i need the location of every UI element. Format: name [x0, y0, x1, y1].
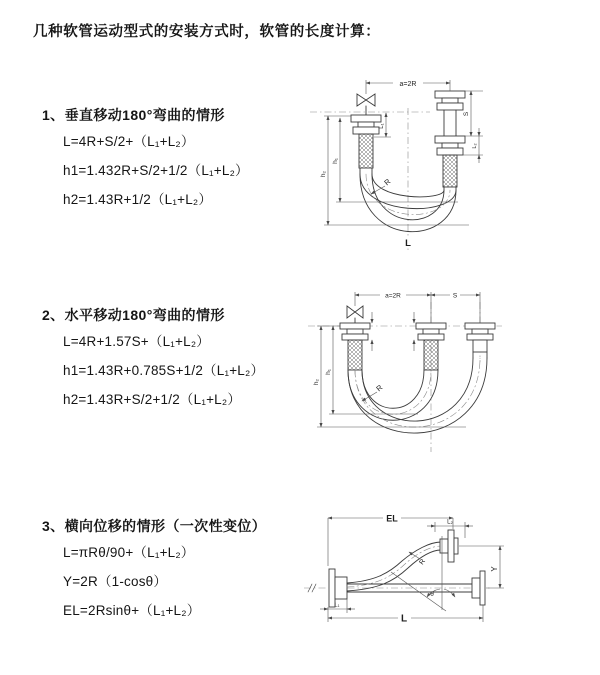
section-3-formula-1: L=πRθ/90+（L₁+L₂） [63, 545, 195, 560]
dim-length-label: L [405, 238, 411, 249]
left-flange [340, 323, 370, 329]
left-flange [329, 569, 335, 607]
section-1 [42, 106, 310, 221]
section-3-heading: 3、横向位移的情形（一次性变位） [42, 518, 267, 534]
dim-height-outer-label: h₂ [320, 170, 327, 178]
middle-flange [416, 323, 446, 329]
dim-span-label: a=2R [385, 292, 401, 300]
valve-icon [357, 94, 375, 106]
section-2-formula-1: L=4R+1.57S+（L₁+L₂） [63, 334, 210, 349]
braided-hose-section [443, 155, 457, 187]
right-flange [472, 578, 480, 598]
braided-hose-section [359, 134, 373, 168]
section-2-formula-3: h2=1.43R+S/2+1/2（L₁+L₂） [63, 392, 242, 407]
braided-hose-section [424, 340, 438, 370]
dim-offset-label: Y [490, 566, 499, 572]
diagram-lateral-offset [296, 498, 596, 663]
braided-hose-section [348, 340, 362, 370]
dim-fitting-right-label: L₂ [472, 143, 478, 149]
dim-fitting-right-label: L₂ [447, 519, 453, 526]
dim-angle-label: θ [430, 591, 434, 598]
dim-height-inner-label: h₁ [325, 369, 332, 375]
dim-fitting-left-label: L₁ [334, 602, 340, 609]
section-1-formula-1: L=4R+S/2+（L₁+L₂） [63, 134, 195, 149]
u-bend-curves [348, 358, 487, 433]
dimensions [320, 513, 504, 625]
dim-radius-label: R [418, 558, 428, 567]
dim-height-inner-label: h₁ [332, 158, 339, 164]
dim-length-label: L [400, 613, 408, 625]
dim-stroke-label: S [452, 292, 458, 300]
section-2-heading: 2、水平移动180°弯曲的情形 [42, 307, 225, 323]
section-3-formula-3: EL=2Rsinθ+（L₁+L₂） [63, 603, 201, 618]
dim-stroke-label: S [463, 111, 470, 117]
right-flange-upper [435, 91, 465, 98]
dim-fitting-left-label: L₁ [379, 123, 385, 129]
hose-assembly [308, 530, 485, 607]
dim-height-outer-label: h₂ [313, 378, 320, 386]
section-3-formula-2: Y=2R（1-cosθ） [63, 574, 168, 589]
valve-icon [347, 306, 363, 318]
page-title: 几种软管运动型式的安装方式时，软管的长度计算： [33, 24, 381, 40]
upper-flange [440, 539, 448, 553]
right-flange [465, 323, 495, 329]
section-1-heading: 1、垂直移动180°弯曲的情形 [42, 107, 225, 123]
section-2-formula-2: h1=1.43R+0.785S+1/2（L₁+L₂） [63, 363, 265, 378]
left-flange [351, 115, 381, 122]
dim-radius-label: R [374, 382, 385, 394]
section-2 [42, 306, 310, 421]
diagram-vertical-180-bend [306, 64, 578, 260]
dim-radius-label: R [382, 176, 393, 188]
dim-span-label: a=2R [399, 81, 417, 88]
diagram-horizontal-180-bend [306, 282, 588, 468]
section-1-formula-2: h1=1.432R+S/2+1/2（L₁+L₂） [63, 163, 249, 178]
dim-effective-length-label: EL [386, 513, 398, 524]
section-3 [42, 517, 310, 632]
section-1-formula-3: h2=1.43R+1/2（L₁+L₂） [63, 192, 213, 207]
dimensions [313, 291, 480, 428]
right-flange-lower [435, 136, 465, 143]
